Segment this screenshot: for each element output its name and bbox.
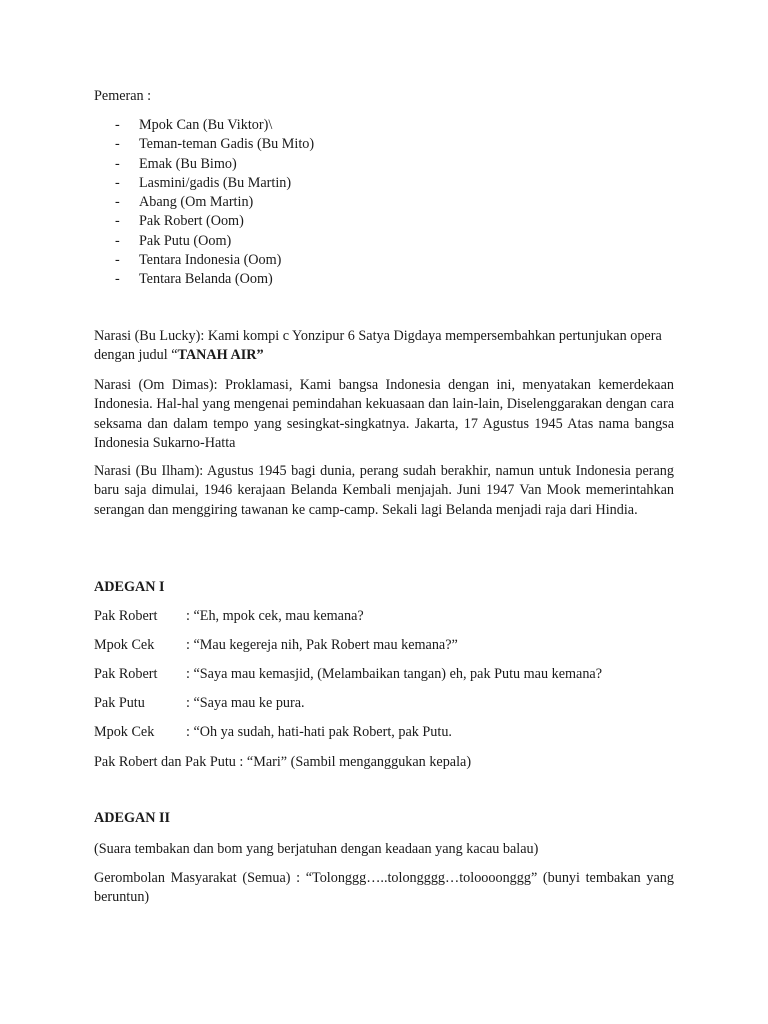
bullet-dash: - [115, 174, 120, 191]
bullet-dash: - [115, 213, 120, 230]
cast-member: Tentara Indonesia (Oom) [139, 252, 282, 269]
narration-lucky [94, 327, 674, 366]
stage-direction: (Suara tembakan dan bom yang berjatuhan dengan keadaan yang kacau balau) [94, 841, 539, 857]
cast-member: Emak (Bu Bimo) [139, 155, 237, 172]
narration-ilham: Narasi (Bu Ilham): Agustus 1945 bagi dunia, perang sudah berakhir, namun untuk Indonesia perang baru saja dimulai, 1946 kerajaan Belanda Kembali menjajah. Juni 1947 Van Mook memerintahkan serangan dan menggiring tawanan ke camp-camp. Sekali lagi Belanda menjadi raja dari Hindia. [94, 463, 674, 518]
scene-1-title: ADEGAN I [94, 579, 165, 595]
cast-member: Lasmini/gadis (Bu Martin) [139, 174, 292, 191]
speaker: Pak Putu [94, 695, 145, 711]
speaker: Pak Robert [94, 608, 158, 624]
crowd-line: Gerombolan Masyarakat (Semua) : “Tolonggg…..tolongggg…toloooonggg” (bunyi tembakan yang beruntun) [94, 870, 674, 906]
bullet-dash: - [115, 155, 120, 172]
dialogue-text: : “Saya mau kemasjid, (Melambaikan tangan) eh, pak Putu mau kemana? [186, 666, 603, 682]
dialogue-text: : “Mau kegereja nih, Pak Robert mau kemana?” [186, 637, 458, 653]
cast-member: Tentara Belanda (Oom) [139, 271, 273, 288]
cast-member: Pak Putu (Oom) [139, 232, 232, 249]
scene-2-title: ADEGAN II [94, 810, 171, 826]
scene-1-closing: Pak Robert dan Pak Putu : “Mari” (Sambil menganggukan kepala) [94, 754, 472, 770]
cast-member: Pak Robert (Oom) [139, 213, 244, 230]
narration-dimas: Narasi (Om Dimas): Proklamasi, Kami bangsa Indonesia dengan ini, menyatakan kemerdekaan Indonesia. Hal-hal yang mengenai pemindahan kekuasaan dan lain-lain, Diselenggarakan dengan cara seksama dan dalam tempo yang sesingkat-singkatnya. Jakarta, 17 Agustus 1945 Atas nama bangsa Indonesia Sukarno-Hatta [94, 377, 674, 451]
speaker: Mpok Cek [94, 637, 155, 653]
bullet-dash: - [115, 271, 120, 288]
speaker: Mpok Cek [94, 724, 155, 740]
bullet-dash: - [115, 252, 120, 269]
cast-heading: Pemeran : [94, 88, 152, 104]
dialogue-text: : “Oh ya sudah, hati-hati pak Robert, pak Putu. [186, 724, 452, 740]
play-title: TANAH AIR” [177, 347, 264, 364]
bullet-dash: - [115, 232, 120, 249]
dialogue-text: : “Eh, mpok cek, mau kemana? [186, 608, 364, 624]
speaker: Pak Robert [94, 666, 158, 682]
bullet-dash: - [115, 194, 120, 211]
dialogue-text: : “Saya mau ke pura. [186, 695, 305, 711]
cast-member: Mpok Can (Bu Viktor)\ [139, 117, 273, 133]
bullet-dash: - [115, 117, 120, 133]
bullet-dash: - [115, 136, 120, 153]
cast-member: Teman-teman Gadis (Bu Mito) [139, 136, 315, 153]
cast-member: Abang (Om Martin) [139, 194, 254, 211]
narration-lucky-text: Narasi (Bu Lucky): Kami kompi c Yonzipur 6 Satya Digdaya mempersembahkan pertunjukan opera dengan judul “ [94, 328, 662, 364]
